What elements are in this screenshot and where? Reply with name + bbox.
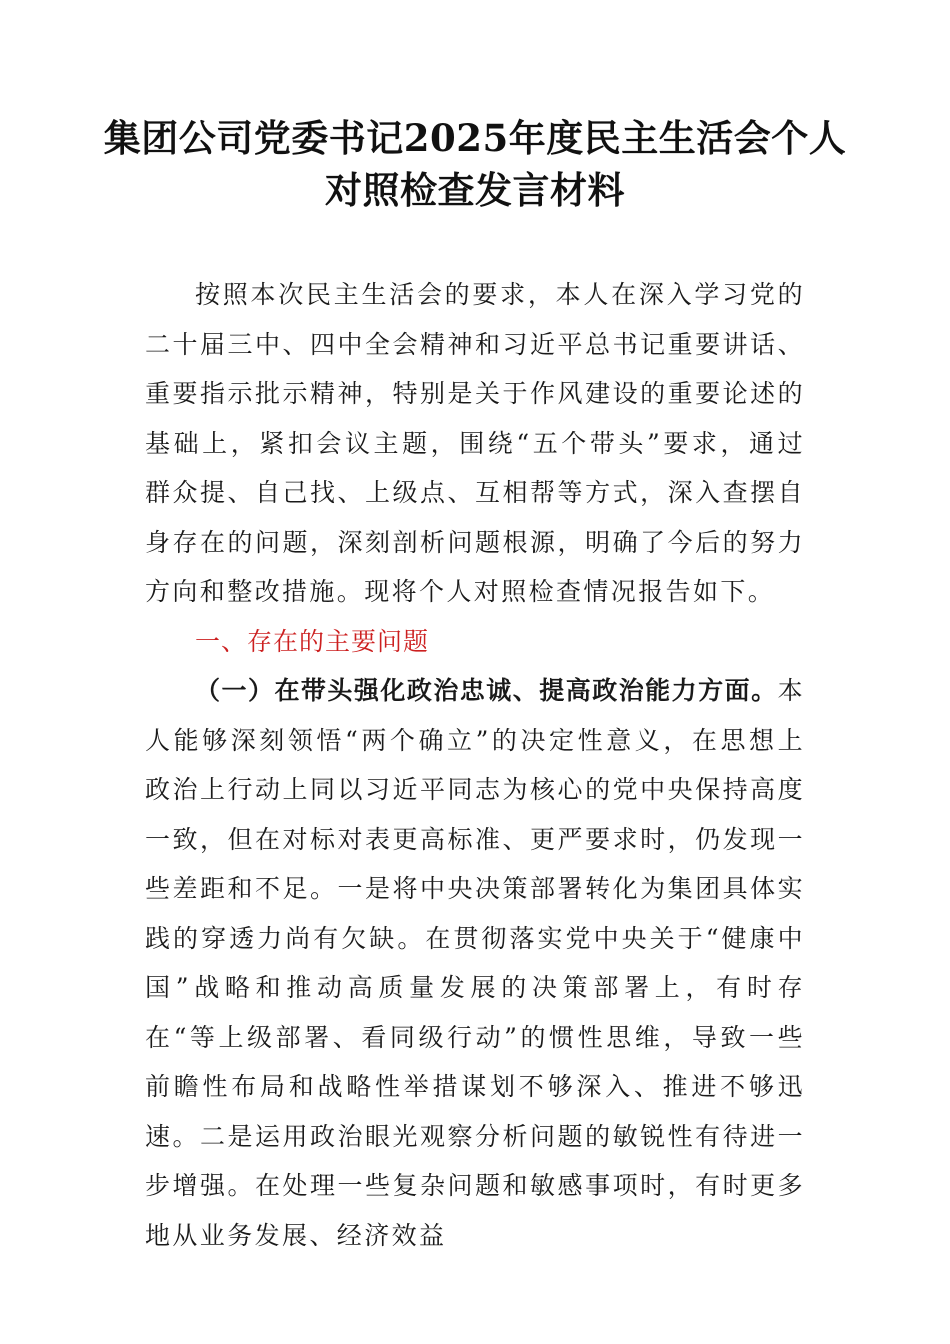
- section-heading: 一、存在的主要问题: [195, 626, 430, 656]
- subsection-text: 本人能够深刻领悟“两个确立”的决定性意义，在思想上政治上行动上同以习近平同志为核心的党中央保持高度一致，但在对标对表更高标准、更严要求时，仍发现一些差距和不足。一是将中央决策部署转化为集团具体实践的穿透力尚有欠缺。在贯彻落实党中央关于“健康中国”战略和推动高质量发展的决策部署上，有时存在“等上级部署、看同级行动”的惯性思维，导致一些前瞻性布局和战略性举措谋划不够深入、推进不够迅速。二是运用政治眼光观察分析问题的敏锐性有待进一步增强。在处理一些复杂问题和敏感事项时，有时更多地从业务发展、经济效益: [145, 676, 805, 1250]
- subsection-paragraph: [145, 666, 805, 1260]
- document-title: 集团公司党委书记2025年度民主生活会个人对照检查发言材料: [103, 116, 847, 212]
- document-body: [145, 270, 805, 1260]
- subsection-heading: （一）在带头强化政治忠诚、提高政治能力方面。: [195, 676, 778, 705]
- intro-paragraph: 按照本次民主生活会的要求，本人在深入学习党的二十届三中、四中全会精神和习近平总书记重要讲话、重要指示批示精神，特别是关于作风建设的重要论述的基础上，紧扣会议主题，围绕“五个带头”要求，通过群众提、自己找、上级点、互相帮等方式，深入查摆自身存在的问题，深刻剖析问题根源，明确了今后的努力方向和整改措施。现将个人对照检查情况报告如下。: [145, 280, 805, 606]
